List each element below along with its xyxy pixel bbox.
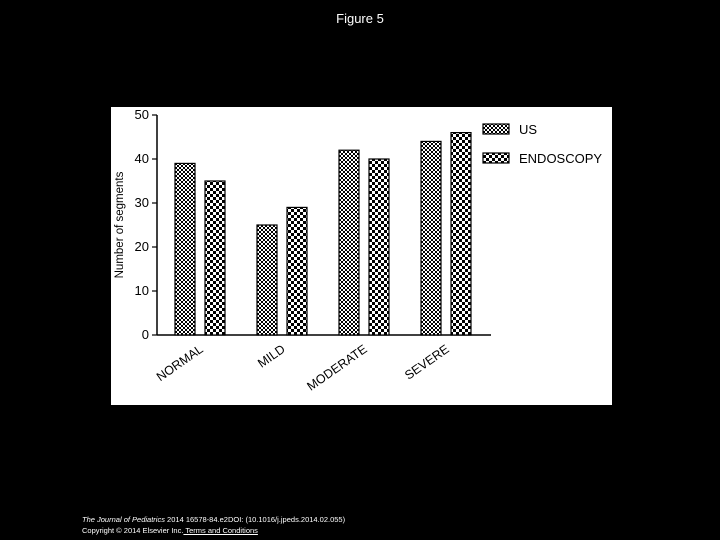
citation-text: 2014 16578-84.e2DOI: (10.1016/j.jpeds.2014.02.055) <box>164 515 346 524</box>
figure-panel <box>111 107 612 405</box>
bar-us-mild <box>257 225 277 335</box>
copyright-line <box>82 525 345 536</box>
bar-endoscopy-mild <box>287 207 307 335</box>
bar-endoscopy-moderate <box>369 159 389 335</box>
y-tick-label: 40 <box>134 151 149 166</box>
legend-label: ENDOSCOPY <box>519 151 603 166</box>
chart-bars <box>175 133 471 335</box>
legend-label: US <box>519 122 538 137</box>
bar-us-normal <box>175 163 195 335</box>
bar-us-severe <box>421 141 441 335</box>
citation-footer <box>82 514 345 536</box>
bar-us-moderate <box>339 150 359 335</box>
chart-legend <box>483 122 602 166</box>
category-label: NORMAL <box>153 341 206 385</box>
bar-endoscopy-severe <box>451 133 471 335</box>
category-label: MILD <box>255 341 288 371</box>
y-tick-label: 20 <box>134 239 149 254</box>
slide-title: Figure 5 <box>336 11 384 26</box>
bar-endoscopy-normal <box>205 181 225 335</box>
y-tick-label: 30 <box>134 195 149 210</box>
legend-swatch-us <box>483 124 509 134</box>
y-axis-label: Number of segments <box>114 171 126 279</box>
legend-swatch-endoscopy <box>483 153 509 163</box>
category-labels <box>154 342 452 394</box>
bar-chart <box>111 107 612 405</box>
y-tick-label: 10 <box>134 283 149 298</box>
terms-link[interactable]: Terms and Conditions <box>183 526 258 535</box>
category-label: MODERATE <box>304 341 370 394</box>
y-tick-label: 0 <box>141 327 149 342</box>
category-label: SEVERE <box>402 341 452 383</box>
journal-name: The Journal of Pediatrics <box>82 515 165 524</box>
copyright-text: Copyright © 2014 Elsevier Inc. <box>82 526 184 535</box>
citation-line <box>82 514 345 525</box>
y-tick-label: 50 <box>134 107 149 122</box>
